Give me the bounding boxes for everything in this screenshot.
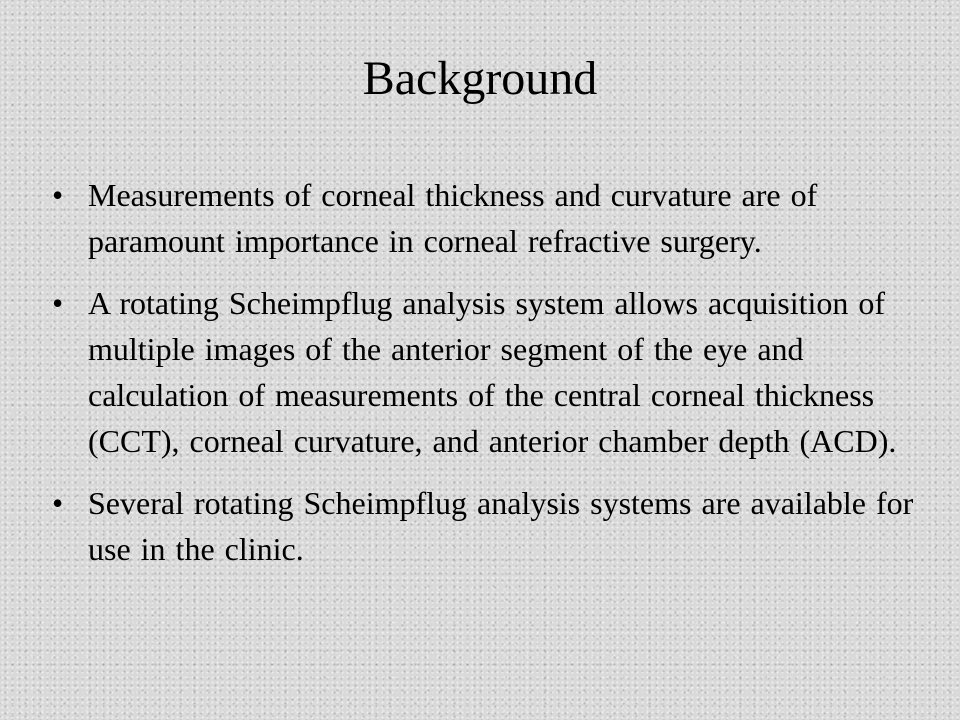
bullet-dot-icon: • xyxy=(52,485,64,521)
bullet-text: A rotating Scheimpflug analysis system allows acquisition of multiple images of the anterior segment of the eye and calculation of measurements of the central corneal thickness (CCT), corneal curvature, and anterior chamber depth (ACD). xyxy=(88,285,897,459)
bullet-text: Several rotating Scheimpflug analysis systems are available for use in the clinic. xyxy=(88,485,914,567)
bullet-item xyxy=(52,480,932,572)
bullet-dot-icon: • xyxy=(52,177,64,213)
bullet-text: Measurements of corneal thickness and curvature are of paramount importance in corneal refractive surgery. xyxy=(88,177,818,259)
bullet-item xyxy=(52,280,932,464)
bullet-dot-icon: • xyxy=(52,285,64,321)
bullet-item xyxy=(52,172,932,264)
slide-title: Background xyxy=(362,52,598,105)
bullet-list xyxy=(52,172,932,588)
